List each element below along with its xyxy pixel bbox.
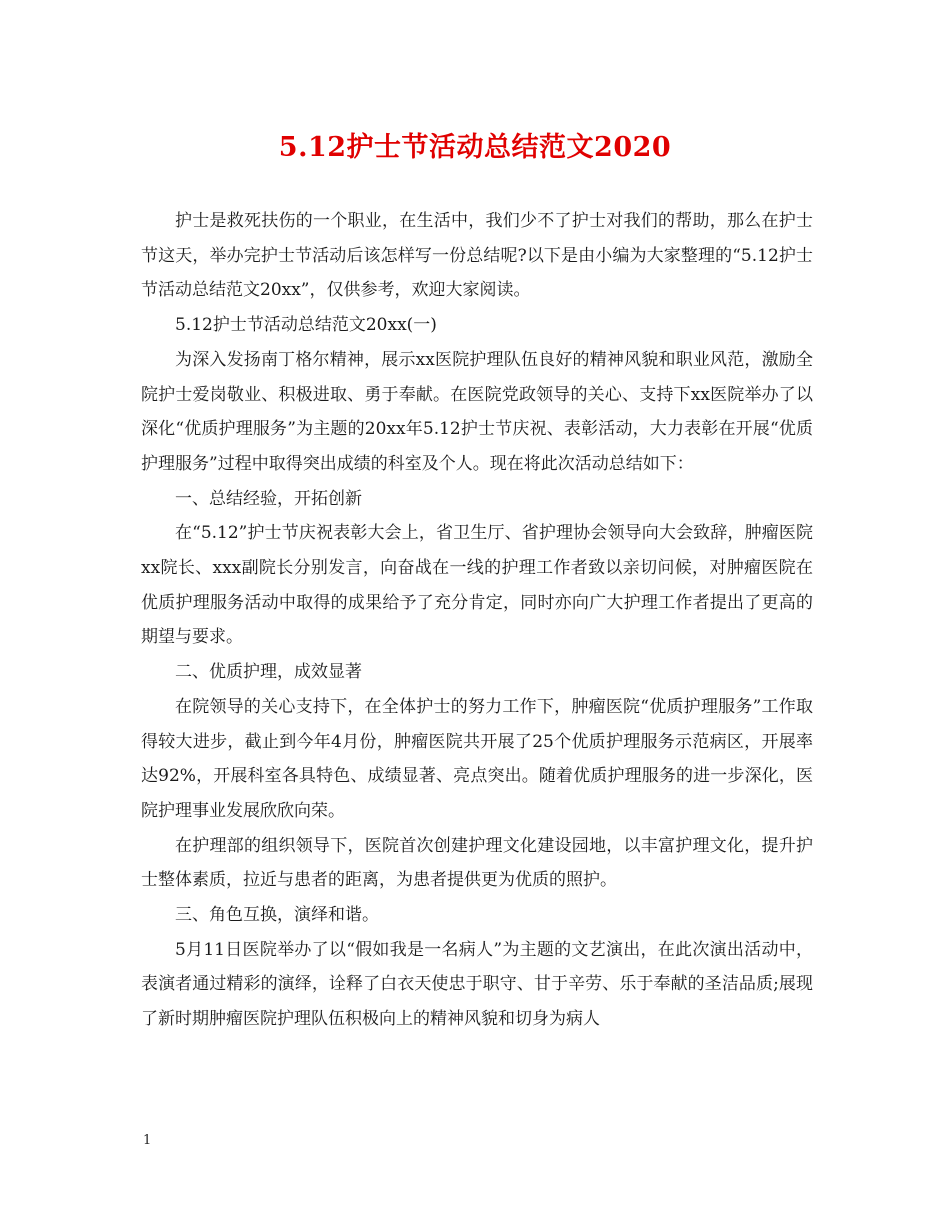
paragraph-performance: 5月11日医院举办了以“假如我是一名病人”为主题的文艺演出，在此次演出活动中，表演者通过精彩的演绎，诠释了白衣天使忠于职守、甘于辛劳、乐于奉献的圣洁品质;展现了新时期肿瘤医院护理队伍积极向上的精神风貌和切身为病人 (141, 939, 813, 1030)
document-title: 5.12护士节活动总结范文2020 (278, 132, 672, 163)
paragraph-purpose: 为深入发扬南丁格尔精神，展示xx医院护理队伍良好的精神风貌和职业风范，激励全院护士爱岗敬业、积极进取、勇于奉献。在医院党政领导的关心、支持下xx医院举办了以深化“优质护理服务”为主题的20xx年5.12护士节庆祝、表彰活动，大力表彰在开展“优质护理服务”过程中取得突出成绩的科室及个人。现在将此次活动总结如下： (141, 349, 813, 474)
document-body (141, 204, 813, 1037)
section-heading-two: 二、优质护理，成效显著 (175, 662, 362, 683)
paragraph-ceremony: 在“5.12”护士节庆祝表彰大会上，省卫生厅、省护理协会领导向大会致辞，肿瘤医院xx院长、xxx副院长分别发言，向奋战在一线的护理工作者致以亲切问候，对肿瘤医院在优质护理服务活动中取得的成果给予了充分肯定，同时亦向广大护理工作者提出了更高的期望与要求。 (141, 523, 813, 648)
paragraph-quality-care: 在院领导的关心支持下，在全体护士的努力工作下，肿瘤医院“优质护理服务”工作取得较大进步，截止到今年4月份，肿瘤医院共开展了25个优质护理服务示范病区，开展率达92%，开展科室各具特色、成绩显著、亮点突出。随着优质护理服务的进一步深化，医院护理事业发展欣欣向荣。 (141, 696, 813, 821)
section-heading-one: 一、总结经验，开拓创新 (175, 488, 362, 509)
paragraph-intro: 护士是救死扶伤的一个职业，在生活中，我们少不了护士对我们的帮助，那么在护士节这天，举办完护士节活动后该怎样写一份总结呢?以下是由小编为大家整理的“5.12护士节活动总结范文20xx”，仅供参考，欢迎大家阅读。 (141, 211, 813, 301)
page-number: 1 (143, 1133, 152, 1148)
section-heading-three: 三、角色互换，演绎和谐。 (175, 905, 379, 926)
paragraph-culture: 在护理部的组织领导下，医院首次创建护理文化建设园地，以丰富护理文化，提升护士整体素质，拉近与患者的距离，为患者提供更为优质的照护。 (141, 835, 813, 891)
section-heading-sample-one: 5.12护士节活动总结范文20xx(一) (175, 315, 437, 336)
